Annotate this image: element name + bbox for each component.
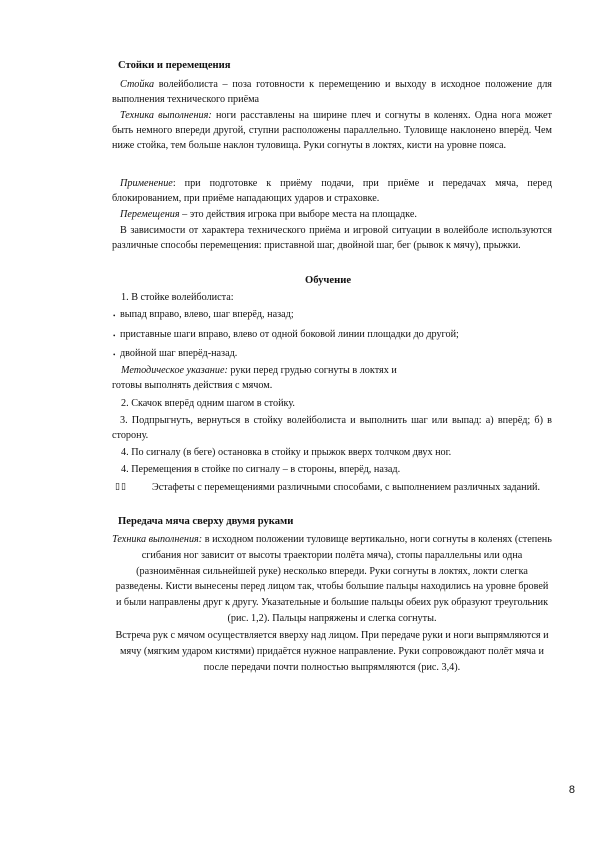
list-item-4: 4. По сигналу (в беге) остановка в стойку и прыжок вверх толчком двух ног.: [121, 447, 452, 458]
section-title-stances: Стойки и перемещения: [118, 60, 231, 71]
term-application: Применение: [120, 178, 173, 189]
paragraph-relays-text: Эстафеты с перемещениями различными способами, с выполнением различных заданий.: [152, 482, 541, 493]
term-pass-technique: Техника выполнения:: [112, 534, 203, 545]
methodical-note-continuation: готовы выполнять действия с мячом.: [112, 380, 273, 391]
list-item-3: [112, 413, 552, 443]
methodical-note-text: руки перед грудью согнуты в локтях и: [230, 365, 397, 376]
paragraph-movements: [112, 207, 552, 222]
term-technique: Техника выполнения:: [120, 110, 212, 121]
term-methodical-note: Методическое указание:: [121, 365, 228, 376]
bullet-icon: •: [113, 351, 116, 359]
paragraph-application: [112, 176, 552, 206]
methodical-note: [121, 365, 397, 376]
missing-glyph-marks: ▯▯: [115, 481, 127, 491]
paragraph-relays: [112, 480, 552, 495]
paragraph-stance-text: волейболиста – поза готовности к перемещению и выходу в исходное положение для выполнения технического приёма: [112, 79, 552, 106]
list-item-1: 1. В стойке волейболиста:: [121, 292, 234, 303]
list-item-2: 2. Скачок вперёд одним шагом в стойку.: [121, 398, 295, 409]
section-title-overhead-pass: Передача мяча сверху двумя руками: [118, 516, 294, 527]
bullet-item-double-step: двойной шаг вперёд-назад.: [120, 348, 238, 359]
list-item-5: 4. Перемещения в стойке по сигналу – в стороны, вперёд, назад.: [121, 464, 401, 475]
paragraph-ball-contact: [112, 628, 552, 675]
term-movements: Перемещения: [120, 209, 180, 220]
paragraph-pass-technique: [112, 532, 552, 627]
paragraph-pass-technique-text: в исходном положении туловище вертикально, ноги согнуты в коленях (степень сгибания ног зависит от высоты траектории полёта мяча), стопы параллельны или одна (разноимённая сильнейшей руке) несколько впереди. Руки согнуты в локтях, локти слегка разведены. Кисти вынесены перед лицом так, чтобы большие пальцы находились на уровне бровей и были направлены друг к другу. Указательные и большие пальцы обеих рук образуют треугольник (рис. 1,2). Пальцы напряжены и слегка согнуты.: [115, 534, 552, 624]
paragraph-technique: [112, 108, 552, 154]
term-stance: Стойка: [120, 79, 155, 90]
paragraph-movement-methods: [112, 223, 552, 253]
bullet-icon: •: [113, 312, 116, 320]
list-item-3-text: 3. Подпрыгнуть, вернуться в стойку волейболиста и выполнить шаг или выпад: а) вперёд; б) в сторону.: [112, 415, 552, 442]
bullet-item-side-steps: приставные шаги вправо, влево от одной боковой линии площадки до другой;: [120, 329, 459, 340]
section-title-training: Обучение: [305, 275, 352, 286]
page-number: 8: [568, 784, 575, 796]
paragraph-movement-methods-text: В зависимости от характера технического приёма и игровой ситуации в волейболе используются различные способы перемещения: приставной шаг, двойной шаг, бег (рывок к мячу), прыжки.: [112, 225, 552, 252]
bullet-item-lunge: выпад вправо, влево, шаг вперёд, назад;: [120, 309, 294, 320]
paragraph-technique-text: ноги расставлены на ширине плеч и согнуты в коленях. Одна нога может быть немного впереди другой, ступни расположены параллельно. Туловище наклонено вперёд. Чем ниже стойка, тем больше наклон туловища. Руки согнуты в локтях, кисти на уровне пояса.: [112, 110, 552, 152]
paragraph-stance: [112, 77, 552, 107]
bullet-icon: •: [113, 332, 116, 340]
paragraph-movements-text: – это действия игрока при выборе места на площадке.: [182, 209, 417, 220]
paragraph-application-text: : при подготовке к приёму подачи, при приёме и передачах мяча, перед блокированием, при приёме нападающих ударов и страховке.: [112, 178, 552, 205]
paragraph-ball-contact-text: Встреча рук с мячом осуществляется вверху над лицом. При передаче руки и ноги выпрямляются и мячу (мягким ударом кистями) придаётся нужное направление. Руки сопровождают полёт мяча и после передачи почти полностью выпрямляются (рис. 3,4).: [115, 630, 549, 673]
